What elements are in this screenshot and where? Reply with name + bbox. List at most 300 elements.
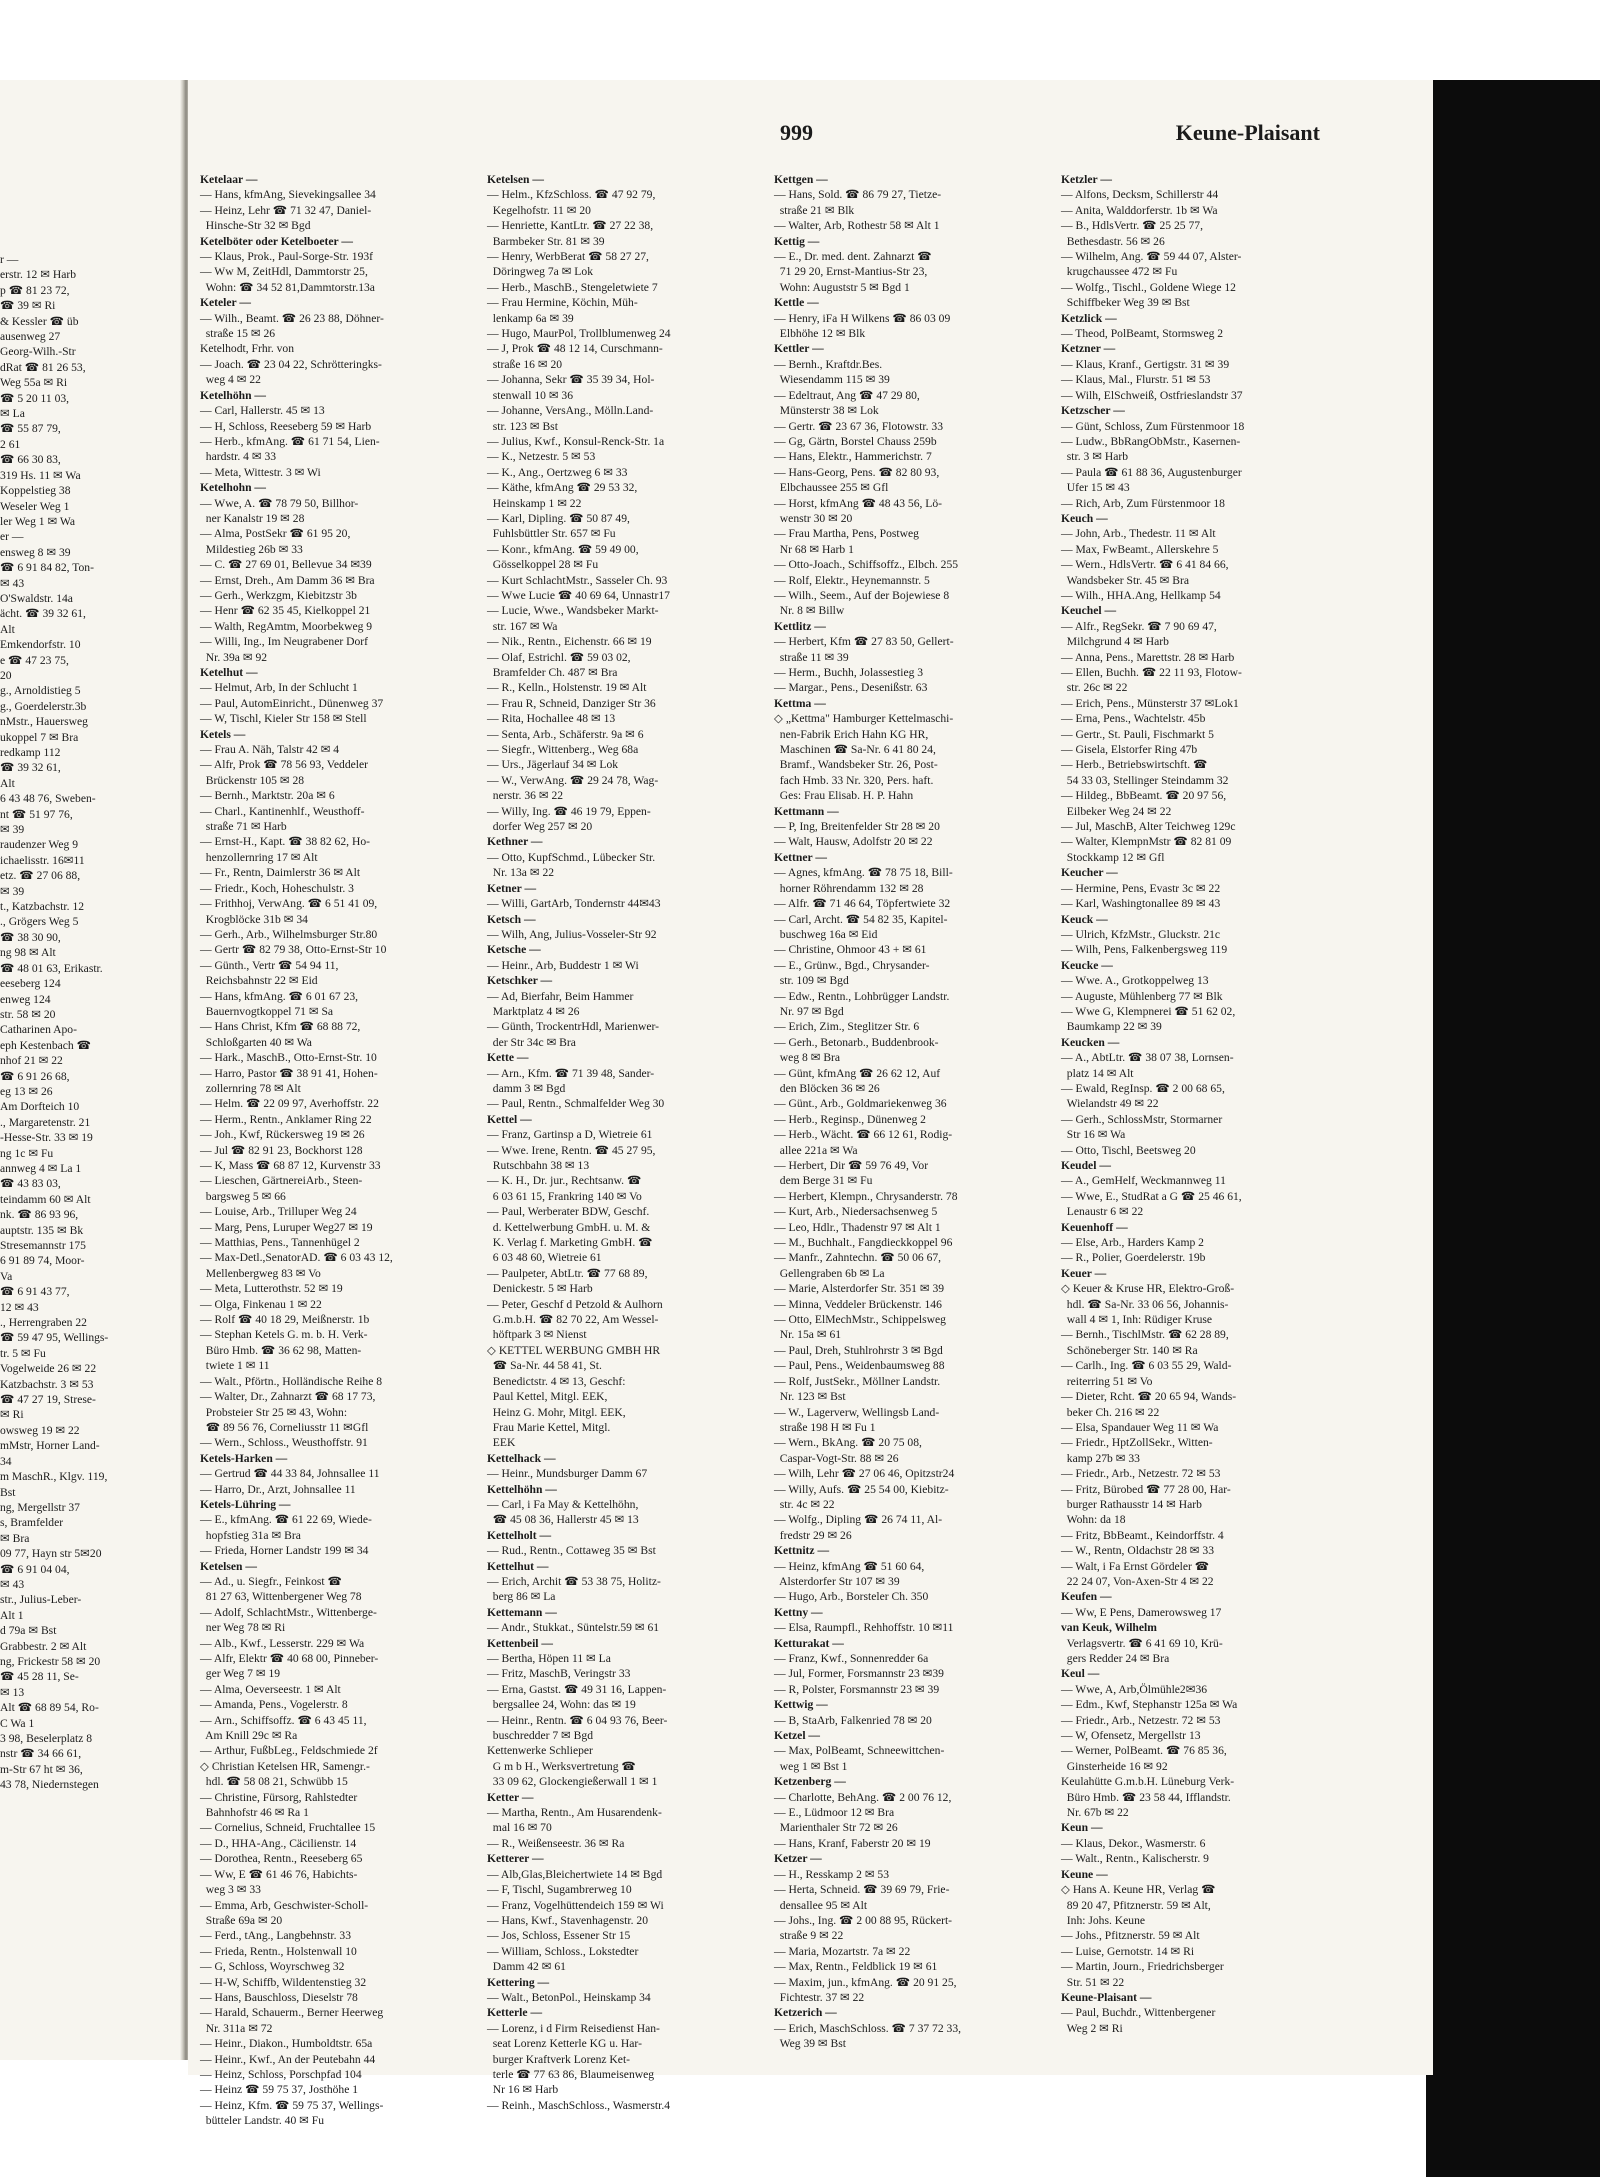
directory-line: — Paulpeter, AbtLtr. ☎ 77 68 89, (487, 1266, 648, 1280)
directory-line: — Willy, Ing. ☎ 46 19 79, Eppen- (487, 804, 651, 818)
directory-line: — Fritz, Bürobed ☎ 77 28 00, Har- (1061, 1482, 1231, 1496)
directory-line: — Franz, Gartinsp a D, Wietreie 61 (487, 1128, 653, 1142)
directory-line: — Ellen, Buchh. ☎ 22 11 93, Flotow- (1061, 666, 1242, 679)
directory-line: Ketzer — (774, 1852, 822, 1866)
directory-line: — Frau A. Näh, Talstr 42 ✉ 4 (200, 743, 340, 757)
directory-line: mal 16 ✉ 70 (487, 1821, 552, 1835)
left-fragment-line: 43 78, Niedernstegen (0, 1778, 99, 1792)
left-fragment-line: ng, Frickestr 58 ✉ 20 (0, 1654, 101, 1668)
directory-line: — Henry, iFa H Wilkens ☎ 86 03 09 (774, 311, 951, 325)
directory-line: — Klaus, Prok., Paul-Sorge-Str. 193f (200, 250, 374, 264)
directory-line: — Frau Hermine, Köchin, Müh- (487, 296, 638, 310)
directory-line: str. 26c ✉ 22 (1061, 681, 1128, 695)
left-fragment-line: Vogelweide 26 ✉ 22 (0, 1362, 97, 1376)
directory-line: Ketelhut — (200, 666, 258, 679)
directory-line: Bramfelder Ch. 487 ✉ Bra (487, 666, 618, 679)
directory-line: Ketelsen — (487, 173, 544, 186)
directory-line: — Arn., Schiffsoffz. ☎ 6 43 45 11, (200, 1713, 367, 1727)
directory-line: Ketsch — (487, 912, 536, 926)
directory-line: — Heinr., Kwf., An der Peutebahn 44 (200, 2052, 376, 2066)
directory-line: — Friedr., HptZollSekr., Witten- (1061, 1436, 1213, 1450)
directory-line: — Auguste, Mühlenberg 77 ✉ Blk (1061, 989, 1223, 1003)
directory-line: Ketzscher — (1061, 404, 1125, 418)
directory-line: Paul Kettel, Mitgl. EEK, (487, 1390, 608, 1404)
directory-line: — Heinr., Rentn. ☎ 6 04 93 76, Beer- (487, 1713, 668, 1727)
directory-line: Schöneberger Str. 140 ✉ Ra (1061, 1343, 1198, 1357)
directory-line: — Herb., Betriebswirtschft. ☎ (1061, 758, 1208, 772)
directory-line: — W., Lagerverw, Wellingsb Land- (774, 1405, 940, 1419)
directory-line: beker Ch. 216 ✉ 22 (1061, 1405, 1160, 1419)
directory-line: — Hugo, MaurPol, Trollblumenweg 24 (487, 327, 671, 341)
directory-line: — H-W, Schiffb, Wildentenstieg 32 (200, 1975, 367, 1989)
directory-line: straße 198 H ✉ Fu 1 (774, 1420, 876, 1434)
directory-line: — Herb., Reginsp., Dünenweg 2 (774, 1112, 926, 1126)
left-fragment-line: Alt 1 (0, 1608, 24, 1622)
directory-line: — Gerh., SchlossMstr, Stormarner (1061, 1112, 1223, 1126)
left-fragment-line: ensweg 8 ✉ 39 (0, 545, 71, 559)
directory-line: — Walt, Hausw, Adolfstr 20 ✉ 22 (774, 835, 933, 849)
directory-line: — Helm. ☎ 22 09 97, Averhoffstr. 22 (200, 1097, 379, 1111)
directory-line: — Amanda, Pens., Vogelerstr. 8 (200, 1698, 348, 1712)
directory-line: Ketelhohn — (200, 481, 267, 495)
directory-line: Kettelholt — (487, 1528, 552, 1542)
directory-line: Elbchaussee 255 ✉ Gfl (774, 481, 889, 495)
directory-line: — Willi, GartArb, Tondernstr 44✉43 (487, 897, 661, 911)
directory-line: Ginsterheide 16 ✉ 92 (1061, 1759, 1168, 1773)
directory-line: Büro Hmb. ☎ 36 62 98, Matten- (200, 1343, 362, 1357)
directory-line: — Joh., Kwf, Rückersweg 19 ✉ 26 (200, 1128, 365, 1142)
directory-line: Nr. 123 ✉ Bst (774, 1390, 846, 1404)
directory-line: — Frieda, Rentn., Holstenwall 10 (200, 1944, 357, 1958)
directory-line: Keul — (1061, 1667, 1100, 1681)
directory-line: weg 8 ✉ Bra (774, 1051, 841, 1065)
directory-line: weg 1 ✉ Bst 1 (774, 1759, 848, 1773)
directory-line: — Alb., Kwf., Lesserstr. 229 ✉ Wa (200, 1636, 365, 1650)
directory-line: — Hans, Elektr., Hammerichstr. 7 (774, 450, 932, 464)
directory-line: Str 16 ✉ Wa (1061, 1128, 1126, 1142)
left-fragment-line: ng 98 ✉ Alt (0, 946, 56, 960)
directory-line: Ketter — (487, 1790, 534, 1804)
left-fragment-line: ☎ 47 27 19, Strese- (0, 1393, 96, 1407)
directory-line: — Franz, Kwf., Sonnenredder 6a (774, 1652, 929, 1665)
directory-line: — Agnes, kfmAng. ☎ 78 75 18, Bill- (774, 866, 953, 880)
left-fragment-line: ng, Mergellstr 37 (0, 1500, 80, 1514)
directory-line: ◇ KETTEL WERBUNG GMBH HR (487, 1343, 661, 1357)
directory-line: — Alb,Glas,Bleichertwiete 14 ✉ Bgd (487, 1867, 663, 1881)
scan-border (1426, 80, 1600, 2177)
directory-line: weg 3 ✉ 33 (200, 1883, 261, 1897)
directory-line: Ketturakat — (774, 1636, 844, 1650)
directory-line: burger Kraftverk Lorenz Ket- (487, 2052, 631, 2066)
directory-line: — Rolf, JustSekr., Möllner Landstr. (774, 1374, 941, 1388)
directory-line: Ketner — (487, 881, 537, 895)
directory-line: Kettler — (774, 342, 824, 356)
left-fragment-line: eph Kestenbach ☎ (0, 1038, 92, 1052)
directory-line: — Christine, Fürsorg, Rahlstedter (200, 1790, 358, 1804)
directory-line: Nr. 311a ✉ 72 (200, 2021, 273, 2035)
directory-line: Probsteier Str 25 ✉ 43, Wohn: (200, 1405, 348, 1419)
directory-line: — Kurt SchlachtMstr., Sasseler Ch. 93 (487, 573, 668, 587)
directory-line: — R., Weißenseestr. 36 ✉ Ra (487, 1836, 625, 1850)
directory-line: — Gertrud ☎ 44 33 84, Johnsallee 11 (200, 1467, 380, 1481)
left-fragment-line: er — (0, 530, 24, 544)
directory-line: Kettny — (774, 1605, 823, 1619)
directory-line: — Wwe, E., StudRat a G ☎ 25 46 61, (1061, 1189, 1242, 1203)
left-fragment-line: Alt (0, 622, 15, 636)
directory-line: damm 3 ✉ Bgd (487, 1081, 566, 1095)
directory-line: — Maxim, jun., kfmAng. ☎ 20 91 25, (774, 1975, 957, 1989)
left-fragment-line: eeseberg 124 (0, 977, 61, 991)
left-fragment-line: m MaschR., Klgv. 119, (0, 1470, 108, 1484)
directory-line: Stockkamp 12 ✉ Gfl (1061, 850, 1165, 864)
directory-line: nen-Fabrik Erich Hahn KG HR, (774, 727, 929, 741)
directory-line: — Wwe Lucie ☎ 40 69 64, Unnastr17 (487, 588, 670, 602)
directory-line: — Elsa, Raumpfl., Rehhoffstr. 10 ✉11 (774, 1621, 954, 1635)
directory-line: Ufer 15 ✉ 43 (1061, 481, 1130, 495)
directory-line: — Frau Martha, Pens, Postweg (774, 527, 919, 541)
directory-line: straße 9 ✉ 22 (774, 1929, 844, 1943)
left-fragment-line: ächt. ☎ 39 32 61, (0, 607, 86, 621)
directory-line: Wohn: da 18 (1061, 1513, 1126, 1527)
directory-line: — Wern., Schloss., Weusthoffstr. 91 (200, 1436, 368, 1450)
left-fragment-line: ☎ 5 20 11 03, (0, 391, 70, 405)
directory-line: — Wwe, A, Arb,Ölmühle2✉36 (1061, 1682, 1208, 1696)
directory-line: — Wwe. Irene, Rentn. ☎ 45 27 95, (487, 1143, 656, 1157)
directory-line: Denickestr. 5 ✉ Harb (487, 1282, 593, 1296)
directory-line: str. 109 ✉ Bgd (774, 974, 849, 988)
directory-column-3 (774, 172, 1034, 2052)
directory-line: — Hildeg., BbBeamt. ☎ 20 97 56, (1061, 789, 1227, 803)
directory-line: Wandsbeker Str. 45 ✉ Bra (1061, 573, 1190, 587)
left-fragment-line: Alt ☎ 68 89 54, Ro- (0, 1701, 99, 1715)
directory-line: — Wilh., Beamt. ☎ 26 23 88, Döhner- (200, 311, 384, 325)
directory-line: Wohn: Auguststr 5 ✉ Bgd 1 (774, 280, 910, 294)
directory-line: — Paul, AutomEinricht., Dünenweg 37 (200, 696, 384, 710)
directory-line: — Wwe G, Klempnerei ☎ 51 62 02, (1061, 1004, 1236, 1018)
directory-line: — Wwe. A., Grotkoppelweg 13 (1061, 974, 1209, 988)
directory-line: — J, Prok ☎ 48 12 14, Curschmann- (487, 342, 663, 356)
directory-line: — Fritz, MaschB, Veringstr 33 (487, 1667, 631, 1681)
directory-line: berg 86 ✉ La (487, 1590, 556, 1604)
directory-line: den Blöcken 36 ✉ 26 (774, 1081, 880, 1095)
directory-line: — Edw., Rentn., Lohbrügger Landstr. (774, 989, 950, 1003)
directory-line: K. Verlag f. Marketing GmbH. ☎ (487, 1236, 653, 1250)
directory-line: — G, Schloss, Woyrschweg 32 (200, 1960, 345, 1974)
directory-line: 22 24 07, Von-Axen-Str 4 ✉ 22 (1061, 1574, 1214, 1588)
left-fragment-line: Koppelstieg 38 (0, 484, 71, 498)
directory-line: — Olaf, Estrichl. ☎ 59 03 02, (487, 650, 631, 664)
directory-line: — Hans, Sold. ☎ 86 79 27, Tietze- (774, 188, 942, 202)
directory-line: fach Hmb. 33 Nr. 320, Pers. haft. (774, 773, 934, 787)
left-fragment-line: m-Str 67 ht ✉ 36, (0, 1762, 83, 1776)
directory-line: d. Kettelwerbung GmbH. u. M. & (487, 1220, 651, 1234)
left-fragment-line: O'Swaldstr. 14a (0, 591, 73, 605)
left-fragment-line: etz. ☎ 27 06 88, (0, 869, 81, 883)
directory-line: — Henr ☎ 62 35 45, Kielkoppel 21 (200, 604, 371, 618)
page-number: 999 (780, 120, 813, 145)
left-fragment-line: 319 Hs. 11 ✉ Wa (0, 468, 81, 482)
directory-line: — Gerh., Betonarb., Buddenbrook- (774, 1035, 939, 1049)
directory-line: — Else, Arb., Harders Kamp 2 (1061, 1236, 1204, 1250)
left-fragment-line: ☎ 6 91 43 77, (0, 1285, 70, 1299)
left-fragment-line: teindamm 60 ✉ Alt (0, 1192, 91, 1206)
left-fragment-line: nstr ☎ 34 66 61, (0, 1747, 82, 1761)
left-fragment-line: p ☎ 81 23 72, (0, 283, 70, 297)
left-fragment-line: 20 (0, 668, 12, 682)
directory-line: Kegelhofstr. 11 ✉ 20 (487, 203, 591, 217)
directory-line: — Helmut, Arb, In der Schlucht 1 (200, 681, 358, 695)
left-fragment-line: Alt (0, 776, 15, 790)
directory-line: Ketelhöhn — (200, 388, 267, 402)
directory-line: — Ernst, Dreh., Am Damm 36 ✉ Bra (200, 573, 375, 587)
directory-line: — Alma, PostSekr ☎ 61 95 20, (200, 527, 351, 541)
directory-line: — Herm., Buchh, Jolassestieg 3 (774, 666, 924, 679)
left-fragment-line: erstr. 12 ✉ Harb (0, 268, 77, 282)
directory-line: ◇ „Kettma" Hamburger Kettelmaschi- (774, 712, 954, 726)
directory-line: 54 33 03, Stellinger Steindamm 32 (1061, 773, 1229, 787)
left-fragment-line: Va (0, 1269, 13, 1283)
directory-line: 6 03 61 15, Frankring 140 ✉ Vo (487, 1189, 642, 1203)
directory-line: Kettemann — (487, 1605, 557, 1619)
directory-line: Kettelhöhn — (487, 1482, 557, 1496)
directory-line: horner Röhrendamm 132 ✉ 28 (774, 881, 924, 895)
directory-line: — Rich, Arb, Zum Fürstenmoor 18 (1061, 496, 1225, 510)
directory-line: — Julius, Kwf., Konsul-Renck-Str. 1a (487, 434, 665, 448)
directory-line: Nr. 13a ✉ 22 (487, 866, 555, 880)
directory-line: lenkamp 6a ✉ 39 (487, 311, 574, 325)
directory-line: Büro Hmb. ☎ 23 58 44, Ifflandstr. (1061, 1790, 1231, 1804)
directory-line: stenwall 10 ✉ 36 (487, 388, 574, 402)
directory-line: hardstr. 4 ✉ 33 (200, 450, 277, 464)
directory-line: — Lieschen, GärtnereiArb., Steen- (200, 1174, 363, 1188)
directory-line: — Käthe, kfmAng ☎ 29 53 32, (487, 481, 638, 495)
directory-line: EEK (487, 1436, 516, 1450)
directory-line: — Klaus, Mal., Flurstr. 51 ✉ 53 (1061, 373, 1211, 387)
left-fragment-line: ler Weg 1 ✉ Wa (0, 514, 76, 528)
directory-line: Kette — (487, 1051, 529, 1065)
directory-line: Lenaustr 6 ✉ 22 (1061, 1205, 1144, 1219)
directory-line: Kettwig — (774, 1698, 828, 1712)
directory-line: ◇ Hans A. Keune HR, Verlag ☎ (1061, 1883, 1216, 1897)
left-fragment-line: ✉ La (0, 407, 25, 421)
directory-line: — Wilh, Pens, Falkenbergsweg 119 (1061, 943, 1228, 957)
directory-line: Keun — (1061, 1821, 1103, 1835)
left-fragment-line: Am Dorfteich 10 (0, 1100, 80, 1114)
directory-line: platz 14 ✉ Alt (1061, 1066, 1134, 1080)
directory-line: — Alfr., RegSekr. ☎ 7 90 69 47, (1061, 619, 1217, 633)
directory-line: Nr. 39a ✉ 92 (200, 650, 268, 664)
directory-line: — Klaus, Kranf., Gertigstr. 31 ✉ 39 (1061, 357, 1230, 371)
directory-line: straße 71 ✉ Harb (200, 820, 287, 834)
directory-line: Kettelhack — (487, 1451, 556, 1465)
directory-line: — M., Buchhalt., Fangdieckkoppel 96 (774, 1236, 953, 1250)
directory-line: — Christine, Ohmoor 43 + ✉ 61 (774, 943, 927, 957)
directory-line: — Siegfr., Wittenberg., Weg 68a (487, 743, 639, 757)
directory-line: ☎ 89 56 76, Corneliusstr 11 ✉Gfl (200, 1420, 369, 1434)
left-fragment-line: Grabbestr. 2 ✉ Alt (0, 1639, 87, 1653)
directory-line: ger Weg 7 ✉ 19 (200, 1667, 281, 1681)
directory-line: — W, Ofensetz, Mergellstr 13 (1061, 1729, 1201, 1743)
directory-line: Kettel — (487, 1112, 532, 1126)
directory-line: hopfstieg 31a ✉ Bra (200, 1528, 301, 1542)
directory-line: Eilbeker Weg 24 ✉ 22 (1061, 804, 1172, 818)
directory-line: — Walter, KlempnMstr ☎ 82 81 09 (1061, 835, 1232, 849)
directory-line: — Otto, ElMechMstr., Schippelsweg (774, 1313, 946, 1327)
directory-line: — Anna, Pens., Marettstr. 28 ✉ Harb (1061, 650, 1235, 664)
directory-line: — Dorothea, Rentn., Reeseberg 65 (200, 1852, 363, 1866)
directory-line: Nr. 97 ✉ Bgd (774, 1004, 844, 1018)
directory-line: — K., Ang., Oertzweg 6 ✉ 33 (487, 465, 628, 479)
directory-line: — Meta, Lutterothstr. 52 ✉ 19 (200, 1282, 343, 1296)
directory-line: Barmbeker Str. 81 ✉ 39 (487, 234, 605, 248)
directory-line: Maschinen ☎ Sa-Nr. 6 41 80 24, (774, 743, 936, 757)
directory-line: — Wilh., HHA.Ang, Hellkamp 54 (1061, 588, 1221, 602)
directory-line: — W., Rentn, Oldachstr 28 ✉ 33 (1061, 1544, 1215, 1558)
left-fragment-line: 6 91 89 74, Moor- (0, 1254, 85, 1268)
directory-line: Kettner — (774, 850, 827, 864)
directory-line: — Wwe, A. ☎ 78 79 50, Billhor- (200, 496, 359, 510)
directory-line: — Alma, Oeverseestr. 1 ✉ Alt (200, 1682, 341, 1696)
directory-line: — Wilh, ElSchweiß, Ostfrieslandstr 37 (1061, 388, 1243, 402)
directory-line: — Paul, Buchdr., Wittenbergener (1061, 2006, 1216, 2020)
left-fragment-line: ☎ 39 32 61, (0, 761, 61, 775)
directory-line: — Wolfg., Tischl., Goldene Wiege 12 (1061, 280, 1236, 294)
directory-line: Wiesendamm 115 ✉ 39 (774, 373, 890, 387)
directory-line: Keufen — (1061, 1590, 1112, 1604)
directory-line: — Ad, Bierfahr, Beim Hammer (487, 989, 634, 1003)
directory-line: — Harro, Pastor ☎ 38 91 41, Hohen- (200, 1066, 378, 1080)
directory-line: fredstr 29 ✉ 26 (774, 1528, 852, 1542)
directory-column-2 (487, 172, 747, 2112)
left-fragment-line: ✉ Ri (0, 1408, 24, 1422)
directory-line: — Günt., Arb., Goldmariekenweg 36 (774, 1097, 947, 1111)
directory-line: 6 03 48 60, Wietreie 61 (487, 1251, 602, 1265)
directory-line: nerstr. 36 ✉ 22 (487, 789, 564, 803)
directory-line: — Alfr, Prok ☎ 78 56 93, Veddeler (200, 758, 369, 772)
directory-line: — Jul ☎ 82 91 23, Bockhorst 128 (200, 1143, 363, 1157)
directory-line: — Ferd., tAng., Langbehnstr. 33 (200, 1929, 352, 1943)
directory-line: Keucher — (1061, 866, 1118, 880)
directory-line: reiterring 51 ✉ Vo (1061, 1374, 1153, 1388)
directory-line: Elbhöhe 12 ✉ Blk (774, 327, 866, 341)
left-fragment-line: C Wa 1 (0, 1716, 35, 1730)
page-title: Keune-Plaisant (1175, 120, 1320, 145)
directory-line: Gellengraben 6b ✉ La (774, 1266, 885, 1280)
left-fragment-line: ☎ 39 ✉ Ri (0, 299, 56, 313)
directory-line: — Erich, MaschSchloss. ☎ 7 37 72 33, (774, 2021, 962, 2035)
directory-line: — Wilh, Ang, Julius-Vosseler-Str 92 (487, 927, 657, 941)
directory-line: Hinsche-Str 32 ✉ Bgd (200, 219, 311, 233)
directory-line: Frau Marie Kettel, Mitgl. (487, 1420, 611, 1434)
directory-line: buschredder 7 ✉ Bgd (487, 1729, 593, 1743)
directory-line: dem Berge 31 ✉ Fu (774, 1174, 873, 1188)
directory-line: — Ww, E ☎ 61 46 76, Habichts- (200, 1867, 358, 1881)
directory-line: — Charlotte, BehAng. ☎ 2 00 76 12, (774, 1790, 952, 1804)
directory-line: Fichtestr. 37 ✉ 22 (774, 1990, 865, 2004)
directory-line: Keuchel — (1061, 604, 1117, 618)
directory-line: Keuer — (1061, 1266, 1107, 1280)
directory-line: — Paul, Dreh, Stuhlrohrstr 3 ✉ Bgd (774, 1343, 943, 1357)
directory-line: — Klaus, Dekor., Wasmerstr. 6 (1061, 1836, 1206, 1850)
directory-line: Ketzel — (774, 1729, 821, 1743)
directory-line: Marienthaler Str 72 ✉ 26 (774, 1821, 898, 1835)
directory-line: Wohn: ☎ 34 52 81,Dammtorstr.13a (200, 280, 375, 294)
directory-column-4 (1061, 172, 1321, 2052)
directory-line: Nr. 15a ✉ 61 (774, 1328, 842, 1342)
left-fragment-line: eg 13 ✉ 26 (0, 1084, 53, 1098)
directory-line: — William, Schloss., Lokstedter (487, 1944, 639, 1958)
left-fragment-line: ✉ 39 (0, 884, 25, 898)
left-fragment-line: Emkendorfstr. 10 (0, 638, 81, 652)
directory-line: — Günt, kfmAng ☎ 26 62 12, Auf (774, 1066, 941, 1080)
directory-column-1 (200, 172, 460, 2128)
directory-line: 33 09 62, Glockengießerwall 1 ✉ 1 (487, 1775, 658, 1789)
directory-line: — Rud., Rentn., Cottaweg 35 ✉ Bst (487, 1544, 656, 1558)
directory-line: — Herbert, Kfm ☎ 27 83 50, Gellert- (774, 635, 954, 649)
directory-line: Keucke — (1061, 958, 1113, 972)
directory-line: Ketelböter oder Ketelboeter — (200, 234, 353, 248)
directory-line: — Carl, i Fa May & Kettelhöhn, (487, 1497, 639, 1511)
directory-line: Kettle — (774, 296, 819, 310)
directory-line: — Herb., MaschB., Stengeletwiete 7 (487, 280, 658, 294)
directory-line: ☎ 45 08 36, Hallerstr 45 ✉ 13 (487, 1513, 639, 1527)
directory-line: Kettma — (774, 696, 826, 710)
left-fragment-line: ✉ 43 (0, 1577, 25, 1591)
directory-line: — Walt, i Fa Ernst Gördeler ☎ (1061, 1559, 1210, 1573)
directory-line: — Johanne, VersAng., Mölln.Land- (487, 404, 654, 418)
directory-line: — Bernh., Marktstr. 20a ✉ 6 (200, 789, 335, 803)
directory-line: — A., GemHelf, Weckmannweg 11 (1061, 1174, 1226, 1188)
directory-line: Inh: Johs. Keune (1061, 1913, 1146, 1927)
directory-line: — Günth, TrockentrHdl, Marienwer- (487, 1020, 660, 1034)
directory-line: straße 21 ✉ Blk (774, 203, 855, 217)
directory-line: kamp 27b ✉ 33 (1061, 1451, 1140, 1465)
directory-line: terle ☎ 77 63 86, Blaumeisenweg (487, 2067, 655, 2081)
directory-line: straße 11 ✉ 39 (774, 650, 849, 664)
directory-line: Krogblöcke 31b ✉ 34 (200, 912, 308, 926)
directory-line: — Max, PolBeamt, Schneewittchen- (774, 1744, 945, 1758)
directory-line: — Anita, Walddorferstr. 1b ✉ Wa (1061, 203, 1218, 217)
directory-line: densallee 95 ✉ Alt (774, 1898, 868, 1912)
directory-line: — Rolf ☎ 40 18 29, Meißnerstr. 1b (200, 1313, 370, 1327)
directory-line: Damm 42 ✉ 61 (487, 1960, 566, 1974)
directory-line: — Karl, Dipling. ☎ 50 87 49, (487, 511, 630, 525)
directory-line: — A., AbtLtr. ☎ 38 07 38, Lornsen- (1061, 1051, 1234, 1065)
directory-line: — Frithhoj, VerwAng. ☎ 6 51 41 09, (200, 897, 378, 911)
directory-line: krugchaussee 472 ✉ Fu (1061, 265, 1178, 279)
directory-line: Str. 51 ✉ 22 (1061, 1975, 1125, 1989)
left-fragment-line: 2 61 (0, 437, 21, 451)
directory-line: — K, Mass ☎ 68 87 12, Kurvenstr 33 (200, 1159, 381, 1172)
directory-line: — Gertr ☎ 82 79 38, Otto-Ernst-Str 10 (200, 943, 387, 957)
directory-line: — P, Ing, Breitenfelder Str 28 ✉ 20 (774, 820, 940, 834)
directory-line: — Wolfg., Dipling ☎ 26 74 11, Al- (774, 1513, 943, 1527)
directory-line: bütteler Landstr. 40 ✉ Fu (200, 2114, 325, 2128)
directory-line: Kettlitz — (774, 619, 826, 633)
directory-line: — Herb., kfmAng. ☎ 61 71 54, Lien- (200, 434, 380, 448)
directory-line: Ketelaar — (200, 173, 258, 186)
directory-line: — Henriette, KantLtr. ☎ 27 22 38, (487, 219, 654, 233)
directory-line: — Erna, Pens., Wachtelstr. 45b (1061, 712, 1206, 726)
left-fragment-line: -Hesse-Str. 33 ✉ 19 (0, 1131, 93, 1145)
directory-line: — B, StaArb, Falkenried 78 ✉ 20 (774, 1713, 932, 1727)
directory-line: Wielandstr 49 ✉ 22 (1061, 1097, 1159, 1111)
directory-line: — Gisela, Elstorfer Ring 47b (1061, 743, 1198, 757)
left-fragment-line: e ☎ 47 23 75, (0, 653, 69, 667)
directory-line: — Friedr., Arb., Netzestr. 72 ✉ 53 (1061, 1713, 1221, 1727)
directory-line: Schloßgarten 40 ✉ Wa (200, 1035, 312, 1049)
directory-line: — Fr., Rentn, Daimlerstr 36 ✉ Alt (200, 866, 361, 880)
